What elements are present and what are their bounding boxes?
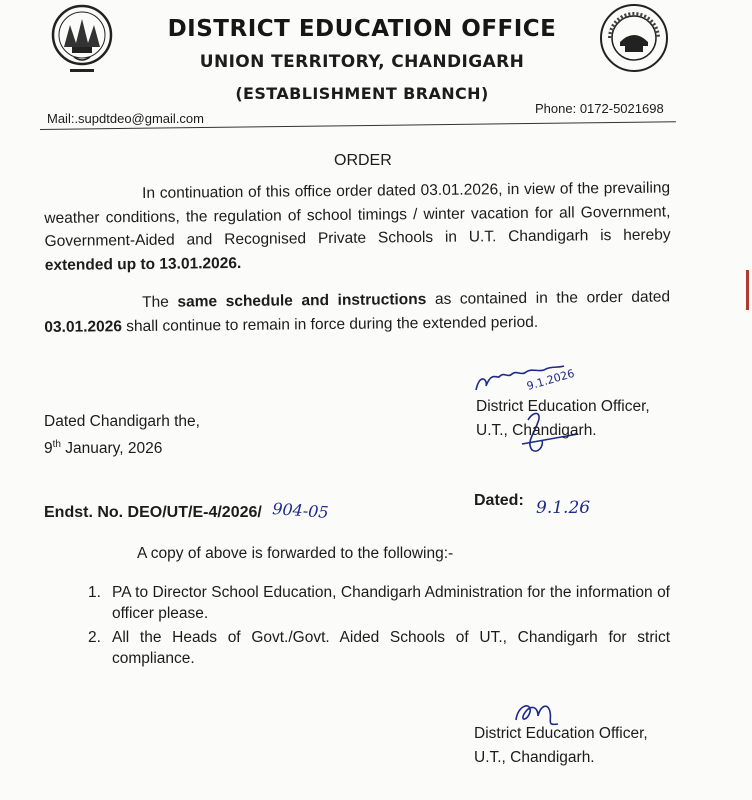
para2-text-c: as contained in the order dated bbox=[426, 288, 671, 308]
endorsement-number: Endst. No. DEO/UT/E-4/2026/ bbox=[44, 504, 262, 521]
office-subtitle: UNION TERRITORY, CHANDIGARH bbox=[199, 52, 525, 72]
education-department-seal-icon bbox=[598, 2, 670, 74]
chandigarh-emblem-icon bbox=[50, 3, 114, 79]
endorsement-handwritten-date-text: 9.1.26 bbox=[536, 498, 591, 518]
list-item bbox=[88, 627, 670, 669]
list-item-text: All the Heads of Govt./Govt. Aided Schools of UT., Chandigarh for strict compliance. bbox=[112, 629, 670, 667]
list-item-number: 2. bbox=[88, 629, 101, 646]
signatory-location-2: U.T., Chandigarh. bbox=[474, 749, 595, 766]
edge-mark bbox=[746, 270, 749, 310]
para1-text: In continuation of this office order dated 03.01.2026, in view of the prevailing weather conditions, the regulation of school timings / winter vacation for all Government, Government-Aided and Recognised Private Schools in U.T. Chandigarh is hereby bbox=[44, 179, 671, 250]
recipient-list bbox=[88, 582, 670, 672]
list-item bbox=[88, 582, 670, 624]
issue-day-suffix: th bbox=[52, 439, 61, 450]
office-title: DISTRICT EDUCATION OFFICE bbox=[167, 16, 557, 42]
para2-bold-phrase: same schedule and instructions bbox=[177, 290, 427, 311]
issue-month-year: January, 2026 bbox=[60, 440, 163, 458]
signatory-designation-1: District Education Officer, bbox=[476, 398, 650, 415]
issue-day: 9 bbox=[44, 440, 53, 458]
office-phone: Phone: 0172-5021698 bbox=[535, 101, 664, 116]
signatory-location-1: U.T., Chandigarh. bbox=[476, 422, 597, 439]
para2-text-a: The bbox=[142, 293, 178, 311]
list-item-text: PA to Director School Education, Chandigarh Administration for the information of officer please. bbox=[112, 584, 670, 622]
list-item-number: 1. bbox=[88, 584, 101, 601]
branch-name: (ESTABLISHMENT BRANCH) bbox=[235, 84, 489, 103]
office-email: Mail:.supdtdeo@gmail.com bbox=[47, 111, 204, 126]
signature-block-2 bbox=[474, 722, 648, 770]
handwritten-endorsement-number bbox=[268, 494, 364, 524]
order-paragraph-2 bbox=[44, 285, 670, 339]
handwritten-endorsement-date bbox=[534, 492, 610, 520]
dated-place bbox=[44, 410, 200, 460]
order-heading: ORDER bbox=[334, 152, 392, 169]
order-paragraph-1 bbox=[44, 176, 671, 277]
para2-text-e: shall continue to remain in force during the extended period. bbox=[121, 313, 539, 335]
dated-place-line: Dated Chandigarh the, bbox=[44, 413, 200, 430]
extension-date: extended up to 13.01.2026. bbox=[44, 254, 242, 274]
signature-block-1 bbox=[476, 395, 650, 443]
para2-bold-date: 03.01.2026 bbox=[44, 317, 123, 336]
endorsement-dated-label: Dated: bbox=[474, 492, 524, 509]
signatory-designation-2: District Education Officer, bbox=[474, 725, 648, 742]
issue-date bbox=[44, 433, 200, 460]
endorsement-handwritten-number-text: 904-05 bbox=[271, 499, 330, 522]
copy-forward-intro: A copy of above is forwarded to the following:- bbox=[137, 545, 454, 562]
signature1-handwritten-date: 9.1.2026 bbox=[525, 366, 576, 393]
